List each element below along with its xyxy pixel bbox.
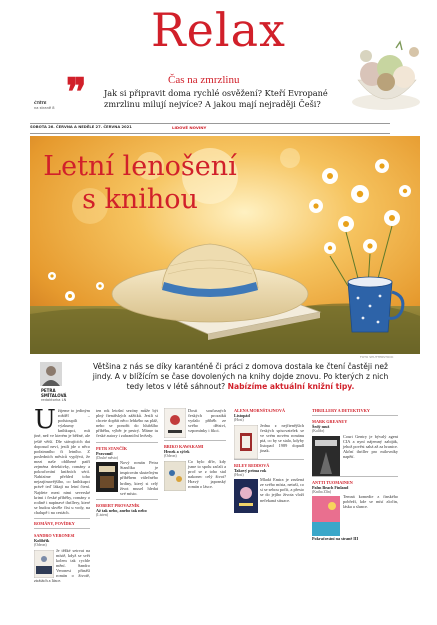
lede <box>88 362 393 392</box>
ice-cream-photo <box>346 40 428 114</box>
author-avatar <box>40 362 62 386</box>
item-text: Mladá Emira je zrušená ze svého místa, netuší, co si se sebou počít, a přesto se do jejího života vloží nečekaná situace. <box>260 477 304 503</box>
item-title: Pravomil <box>96 450 113 456</box>
column-1 <box>34 408 90 623</box>
item-author: ROBERT PROVAZNÍK <box>96 502 140 508</box>
read-label: ČTĚTE <box>34 101 47 105</box>
masthead-title: Relax <box>151 3 286 57</box>
item-publisher: (Druhé město) <box>96 455 119 460</box>
teaser-question: Jak si připravit doma rychlé osvěžení? Kteří Evropané zmrzlinu milují nejvíce? A jakou mají nejraději Češi? <box>104 88 328 109</box>
drop-cap: U <box>34 408 56 435</box>
hero-title-line1: Letní lenošení <box>43 151 237 182</box>
column-3 <box>164 408 226 623</box>
book-cover-takovy-prima-rok <box>234 479 258 513</box>
item-title: Až tak nebo, anebo tak nebo <box>96 507 147 513</box>
column-2 <box>96 408 158 623</box>
book-cover-listopad <box>234 425 258 459</box>
item-text: Temná komedie z finského pobřeží, kde se mísí zločin, láska a slunce. <box>343 494 398 510</box>
item-author: MARK GREANEY <box>312 419 348 424</box>
item-title: Šedý muž <box>312 424 330 429</box>
continued-note: Pokračování na straně III <box>312 536 359 542</box>
book-cover-kolibrik <box>34 550 54 578</box>
section-thrillers: THRILLERY A DETEKTIVKY <box>312 408 370 413</box>
issue-date: SOBOTA 26. ČERVNA A NEDĚLE 27. ČERVNA 2021 <box>30 125 132 129</box>
item-publisher: (Odeon) <box>34 542 47 547</box>
author-role: redaktorka LN <box>41 398 67 402</box>
item-author: ALENA MORNŠTAJNOVÁ <box>234 408 285 413</box>
item-publisher: (Kalibr) <box>312 429 325 433</box>
column-4 <box>234 408 304 623</box>
item-author: RILEY REDDOVÁ <box>234 462 270 468</box>
read-page: na straně 8 <box>34 105 55 110</box>
book-cover-sedy-muz <box>312 436 340 476</box>
divider <box>96 442 158 443</box>
hero-title-line2: s knihou <box>82 184 198 215</box>
item-author: BRIKO KAWAKAMI <box>164 444 204 449</box>
column-1-tail: Je těžké setrvat na místě, když se svět kolem tak rychle mění. Sandro Veronesi přináší román o životě, ztrátách a lásce. <box>34 547 90 584</box>
item-title: Kolibřík <box>34 537 50 543</box>
column-3-body: Dosti současných českých prozaiků vydalo příběh ze svého dětství, vzpomínky i fikci. <box>188 408 226 434</box>
author-name: PETRA SMÍTALOVÁ <box>41 388 67 398</box>
divider <box>312 476 398 477</box>
divider <box>34 528 90 529</box>
item-title: Listopád <box>234 413 250 418</box>
paper-name: LIDOVÉ NOVINY <box>172 125 207 130</box>
column-1-body: žijeme to jediným rožděl – podstoupili výzkumy knihkupci, mít jiné, než ve kterém je běžné, ale ještě větší. Dle stávajících dat doposud neví, jestli jde o něco podzimního či letního. Z posledních měsíců vyplývá, že mezi naše oblíbené patří zejména detektivky, romány a pokračování knižních sérií. Nabízíme přehled toho nejzajímavějšího, co knihkupci právě teď lákají na letní čtení. Najdete mezi nimi severské krimi i české příběhy, romány o rodině i napínavé thrillery, které se budou skvěle číst u vody, na chalupě i na cestách. <box>34 408 90 515</box>
divider <box>164 440 226 441</box>
divider <box>312 415 398 416</box>
item-text: Nový román Petra Stančíka je inspirován skutečným příběhem válečného hrdiny, který si celý život musel hledat své místo. <box>120 460 158 496</box>
hero-title <box>40 150 240 216</box>
item-text: Co bylo dřív, kdy jsme to spolu začali a proč se z toho stal nakonec celý život? Hravý japonský román o lásce. <box>188 458 226 490</box>
item-title: Hrnek a sýček <box>164 449 190 454</box>
item-text: Court Gentry je bývalý agent CIA a nyní nájemný zabiják, jehož pověst sahá až za hranice. Akční thriller pro milovníky napětí. <box>343 433 398 459</box>
item-publisher: (Odeon) <box>164 454 177 458</box>
book-cover-palm-beach-finland <box>312 496 340 536</box>
item-title: Takový prima rok <box>234 467 267 473</box>
section-novels: ROMÁNY, POVÍDKY <box>34 520 75 526</box>
item-publisher: (Host) <box>234 418 244 422</box>
book-cover-hrnek <box>164 461 186 491</box>
divider <box>96 499 158 500</box>
divider <box>234 459 304 460</box>
book-cover-small <box>164 408 186 438</box>
column-5 <box>312 408 398 623</box>
item-publisher: (Kniha Zlín) <box>312 489 332 494</box>
item-author: ANTTI TUOMAINEN <box>312 479 353 485</box>
read-pointer <box>34 101 55 110</box>
item-publisher: (Listen) <box>96 512 109 517</box>
lede-highlight: Nabízíme aktuální knižní tipy. <box>227 382 355 391</box>
item-publisher: (Host) <box>234 472 244 477</box>
item-title: Palm Beach Finland <box>312 484 349 490</box>
divider <box>34 518 90 519</box>
photo-credit: FOTO SHUTTERSTOCK <box>360 355 394 359</box>
lede-text: Většina z nás se díky karanténě či práci z domova dostala ke čtení častěji než jindy. A v blížícím se čase dovolených na knihy dojde znovu. Po kterých z nich tedy letos v létě sáhnout? <box>92 362 389 391</box>
item-author: SANDRO VERONESI <box>34 532 75 538</box>
quote-mark-icon: ❞ <box>66 69 87 114</box>
book-cover-pravomil <box>96 462 118 492</box>
item-author: PETR STANČÍK <box>96 445 127 451</box>
teaser-title: Čas na zmrzlinu <box>168 74 240 86</box>
column-2-body: ten rok letošní sezóny může být plný čtenářských zážitků. Jestli si chcete dopřát něco lehkého na pláž, nebo se ponořit do hlubšího příběhu, výběr je pestrý. Máme tu české autory i zahraniční hvězdy. <box>96 408 158 439</box>
item-text: Jedna z nejčtenějších českých spisovatelek se ve svém novém románu ptá, co by se stalo, kdyby listopad 1989 dopadl jinak. <box>260 422 304 454</box>
